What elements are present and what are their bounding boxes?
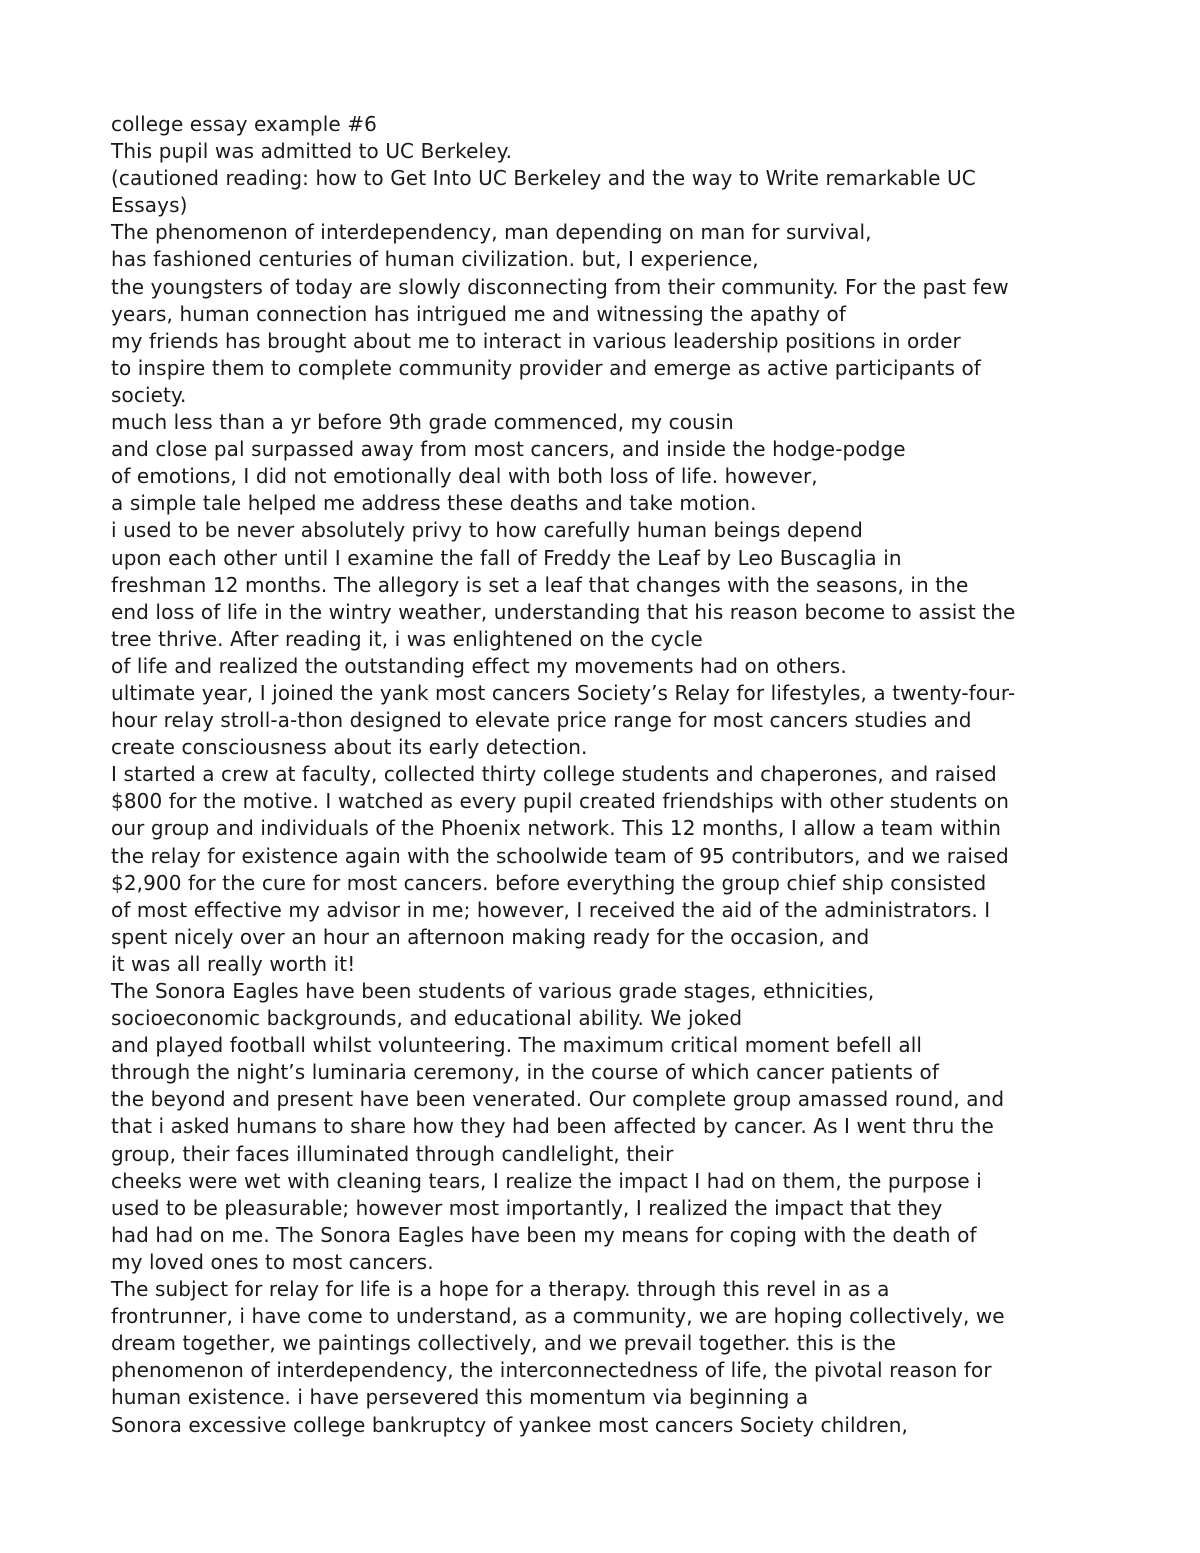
text-line: upon each other until I examine the fall of Freddy the Leaf by Leo Buscaglia in bbox=[111, 545, 902, 570]
text-line: i used to be never absolutely privy to how carefully human beings depend bbox=[111, 518, 863, 543]
text-line: and close pal surpassed away from most cancers, and inside the hodge-podge bbox=[111, 437, 906, 462]
text-line: The subject for relay for life is a hope for a therapy. through this revel in as a bbox=[111, 1277, 890, 1302]
text-line: our group and individuals of the Phoenix network. This 12 months, I allow a team within bbox=[111, 816, 1002, 841]
text-line: college essay example #6 bbox=[111, 112, 377, 136]
text-line: years, human connection has intrigued me and witnessing the apathy of bbox=[111, 301, 846, 326]
text-line: socioeconomic backgrounds, and educational ability. We joked bbox=[111, 1006, 743, 1031]
text-line: my friends has brought about me to interact in various leadership positions in order bbox=[111, 328, 961, 353]
text-line: society. bbox=[111, 382, 187, 407]
text-line: end loss of life in the wintry weather, understanding that his reason become to assist the bbox=[111, 599, 1016, 624]
text-line: (cautioned reading: how to Get Into UC Berkeley and the way to Write remarkable UC bbox=[111, 166, 976, 191]
text-line: group, their faces illuminated through candlelight, their bbox=[111, 1141, 674, 1166]
text-line: to inspire them to complete community provider and emerge as active participants of bbox=[111, 355, 981, 380]
text-line: create consciousness about its early detection. bbox=[111, 735, 588, 760]
text-line: phenomenon of interdependency, the interconnectedness of life, the pivotal reason for bbox=[111, 1358, 992, 1383]
text-line: human existence. i have persevered this momentum via beginning a bbox=[111, 1385, 809, 1410]
text-line: had had on me. The Sonora Eagles have been my means for coping with the death of bbox=[111, 1222, 977, 1247]
text-line: much less than a yr before 9th grade commenced, my cousin bbox=[111, 410, 734, 435]
text-line: it was all really worth it! bbox=[111, 951, 356, 976]
text-line: The Sonora Eagles have been students of various grade stages, ethnicities, bbox=[111, 979, 875, 1003]
text-line: of life and realized the outstanding effect my movements had on others. bbox=[111, 653, 847, 678]
text-line: dream together, we paintings collectively, and we prevail together. this is the bbox=[111, 1331, 897, 1356]
text-line: my loved ones to most cancers. bbox=[111, 1249, 434, 1274]
text-line: the beyond and present have been venerated. Our complete group amassed round, and bbox=[111, 1087, 1005, 1112]
text-line: $800 for the motive. I watched as every pupil created friendships with other students on bbox=[111, 789, 1009, 814]
text-line: of emotions, I did not emotionally deal with both loss of life. however, bbox=[111, 464, 818, 489]
text-line: frontrunner, i have come to understand, as a community, we are hoping collectively, we bbox=[111, 1304, 1005, 1329]
text-line: This pupil was admitted to UC Berkeley. bbox=[111, 139, 513, 164]
text-line: through the night’s luminaria ceremony, in the course of which cancer patients of bbox=[111, 1060, 940, 1085]
text-line: ultimate year, I joined the yank most cancers Society’s Relay for lifestyles, a twenty-four- bbox=[111, 680, 1016, 705]
text-line: used to be pleasurable; however most importantly, I realized the impact that they bbox=[111, 1195, 943, 1220]
document-body bbox=[111, 111, 1091, 1439]
text-line: Sonora excessive college bankruptcy of yankee most cancers Society children, bbox=[111, 1412, 908, 1437]
text-line: that i asked humans to share how they had been affected by cancer. As I went thru the bbox=[111, 1114, 994, 1139]
text-line: freshman 12 months. The allegory is set a leaf that changes with the seasons, in the bbox=[111, 572, 969, 597]
text-line: tree thrive. After reading it, i was enlightened on the cycle bbox=[111, 626, 703, 651]
text-line: Essays) bbox=[111, 193, 188, 218]
text-line: hour relay stroll-a-thon designed to elevate price range for most cancers studies and bbox=[111, 708, 972, 733]
text-line: and played football whilst volunteering. The maximum critical moment befell all bbox=[111, 1033, 923, 1058]
text-line: cheeks were wet with cleaning tears, I realize the impact I had on them, the purpose i bbox=[111, 1168, 982, 1193]
text-line: the relay for existence again with the schoolwide team of 95 contributors, and we raised bbox=[111, 843, 1009, 868]
text-line: has fashioned centuries of human civilization. but, I experience, bbox=[111, 247, 759, 272]
text-line: $2,900 for the cure for most cancers. before everything the group chief ship consisted bbox=[111, 870, 987, 895]
text-line: of most effective my advisor in me; however, I received the aid of the administrators. I bbox=[111, 897, 991, 922]
text-line: the youngsters of today are slowly disconnecting from their community. For the past few bbox=[111, 274, 1009, 299]
text-line: spent nicely over an hour an afternoon making ready for the occasion, and bbox=[111, 924, 870, 949]
text-line: a simple tale helped me address these deaths and take motion. bbox=[111, 491, 757, 516]
text-line: The phenomenon of interdependency, man depending on man for survival, bbox=[111, 220, 872, 245]
text-line: I started a crew at faculty, collected thirty college students and chaperones, and raised bbox=[111, 762, 997, 787]
